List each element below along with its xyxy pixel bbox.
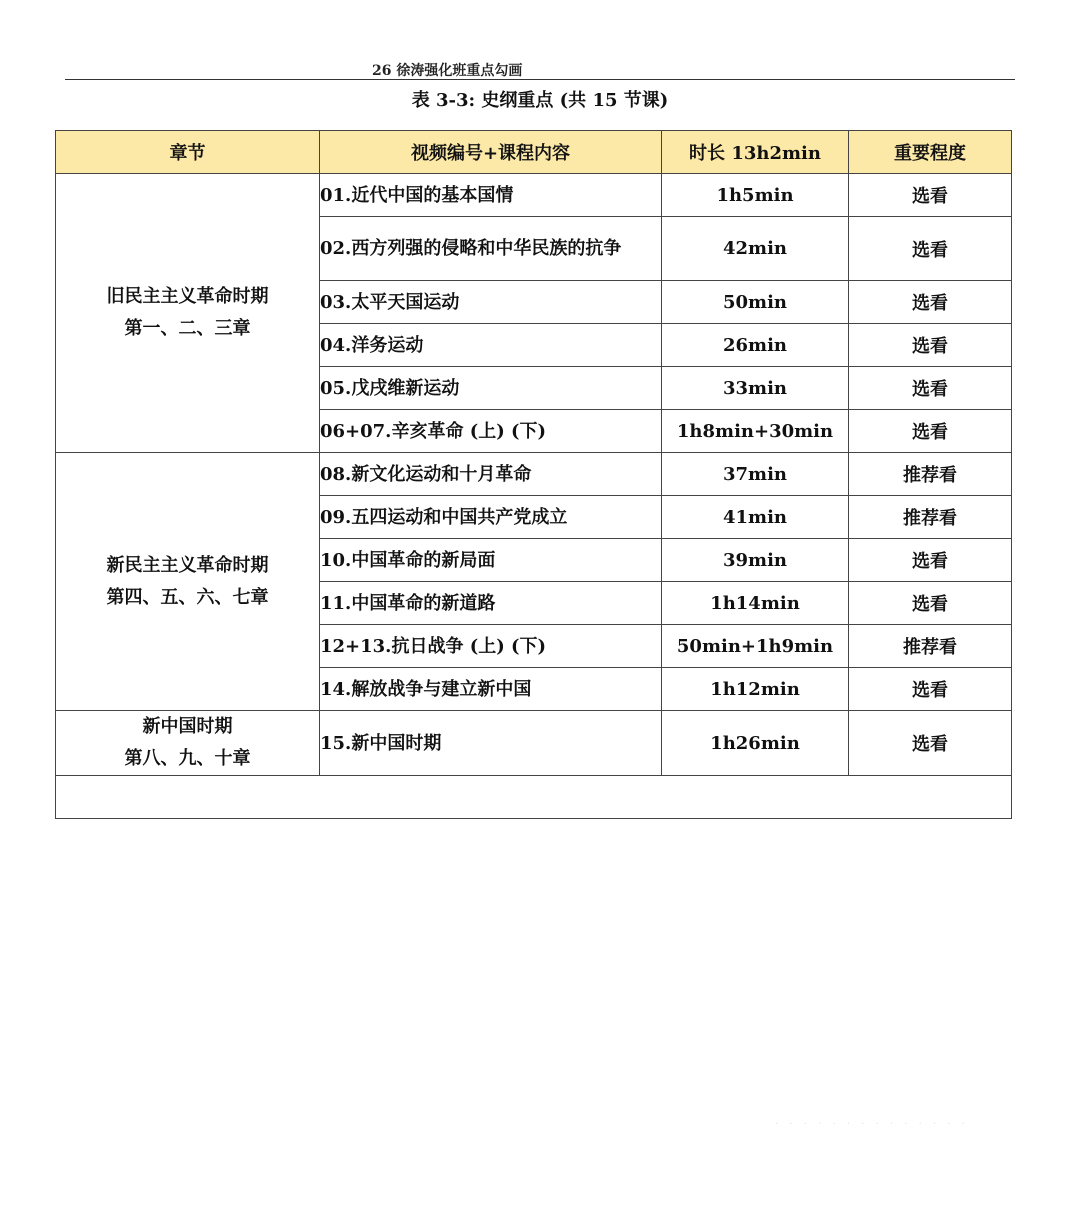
lesson-importance: 选看 [849, 367, 1012, 410]
lesson-importance: 选看 [849, 324, 1012, 367]
chapter-period: 新中国时期 [142, 716, 233, 737]
lesson-importance: 选看 [849, 582, 1012, 625]
header-divider [65, 79, 1015, 80]
lesson-importance: 推荐看 [849, 496, 1012, 539]
lesson-duration: 50min [662, 281, 849, 324]
lesson-importance: 选看 [849, 539, 1012, 582]
header-duration: 时长 13h2min [662, 131, 849, 174]
document-header-title: 26 徐涛强化班重点勾画 [372, 63, 523, 79]
lesson-content: 11.中国革命的新道路 [320, 582, 662, 625]
lesson-content: 05.戊戌维新运动 [320, 367, 662, 410]
lesson-content: 10.中国革命的新局面 [320, 539, 662, 582]
lesson-table [55, 130, 1012, 819]
empty-cell [56, 776, 1012, 819]
lesson-content: 14.解放战争与建立新中国 [320, 668, 662, 711]
lesson-importance: 选看 [849, 711, 1012, 776]
lesson-duration: 33min [662, 367, 849, 410]
table-caption: 表 3-3: 史纲重点 (共 15 节课) [411, 90, 669, 111]
chapter-range: 第一、二、三章 [124, 318, 251, 339]
empty-row [56, 776, 1012, 819]
lesson-duration: 37min [662, 453, 849, 496]
lesson-importance: 选看 [849, 281, 1012, 324]
lesson-content: 02.西方列强的侵略和中华民族的抗争 [320, 217, 662, 281]
chapter-cell [56, 711, 320, 776]
lesson-duration: 1h26min [662, 711, 849, 776]
lesson-content: 04.洋务运动 [320, 324, 662, 367]
lesson-duration: 41min [662, 496, 849, 539]
table-row [56, 453, 1012, 496]
table-row [56, 174, 1012, 217]
lesson-duration: 50min+1h9min [662, 625, 849, 668]
lesson-duration: 1h8min+30min [662, 410, 849, 453]
lesson-content: 03.太平天国运动 [320, 281, 662, 324]
lesson-importance: 选看 [849, 668, 1012, 711]
header-chapter: 章节 [56, 131, 320, 174]
lesson-duration: 1h14min [662, 582, 849, 625]
lesson-duration: 26min [662, 324, 849, 367]
lesson-importance: 选看 [849, 410, 1012, 453]
chapter-cell [56, 174, 320, 453]
table-row [56, 711, 1012, 776]
lesson-content: 08.新文化运动和十月革命 [320, 453, 662, 496]
lesson-duration: 1h12min [662, 668, 849, 711]
lesson-importance: 推荐看 [849, 453, 1012, 496]
lesson-duration: 42min [662, 217, 849, 281]
lesson-content: 09.五四运动和中国共产党成立 [320, 496, 662, 539]
lesson-duration: 39min [662, 539, 849, 582]
lesson-duration: 1h5min [662, 174, 849, 217]
faint-scan-marks: . . . . . . . . . . . . . . [775, 1116, 969, 1127]
lesson-importance: 推荐看 [849, 625, 1012, 668]
lesson-importance: 选看 [849, 217, 1012, 281]
lesson-content: 12+13.抗日战争 (上) (下) [320, 625, 662, 668]
table-header-row [56, 131, 1012, 174]
chapter-period: 旧民主主义革命时期 [106, 286, 269, 307]
chapter-cell [56, 453, 320, 711]
lesson-content: 15.新中国时期 [320, 711, 662, 776]
header-content: 视频编号+课程内容 [320, 131, 662, 174]
lesson-content: 06+07.辛亥革命 (上) (下) [320, 410, 662, 453]
chapter-period: 新民主主义革命时期 [106, 554, 269, 576]
lesson-importance: 选看 [849, 174, 1012, 217]
chapter-range: 第四、五、六、七章 [106, 586, 269, 608]
lesson-content: 01.近代中国的基本国情 [320, 174, 662, 217]
chapter-range: 第八、九、十章 [124, 748, 251, 769]
header-importance: 重要程度 [849, 131, 1012, 174]
